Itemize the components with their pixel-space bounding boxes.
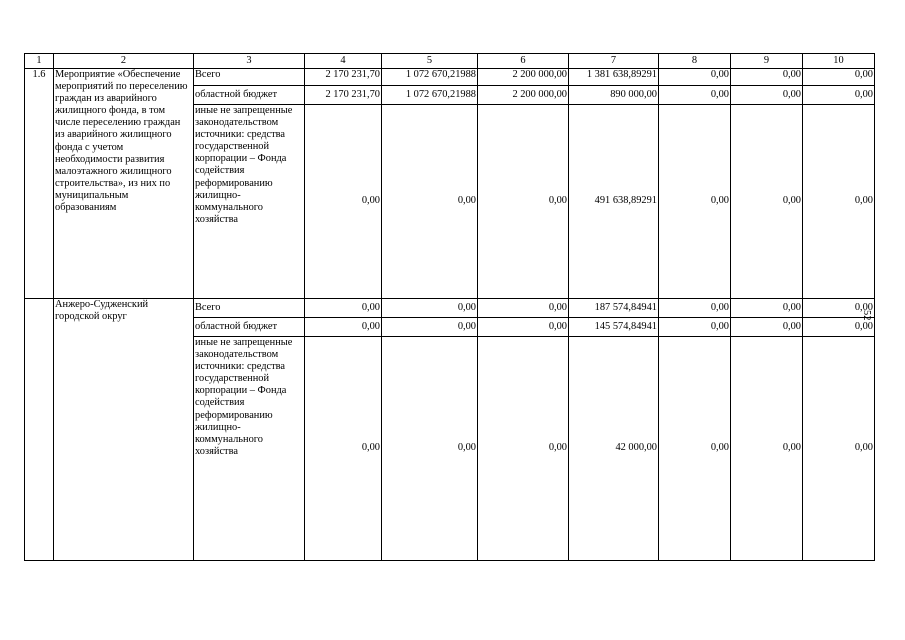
value-cell: 0,00: [731, 105, 803, 299]
value-cell: 0,00: [478, 337, 569, 561]
value-cell: 0,00: [382, 105, 478, 299]
value-cell: 0,00: [731, 86, 803, 105]
value-cell: 0,00: [305, 299, 382, 318]
header-row: [25, 54, 875, 69]
funding-source: иные не запрещенные законодательством источники: средства государственной корпорации – Фонда содействия реформированию жилищно-коммунального хозяйства: [194, 337, 305, 561]
header-cell: 5: [382, 54, 478, 69]
value-cell: 0,00: [382, 318, 478, 337]
value-cell: 42 000,00: [569, 337, 659, 561]
value-cell: 0,00: [659, 86, 731, 105]
value-cell: 0,00: [305, 105, 382, 299]
header-cell: 4: [305, 54, 382, 69]
value-cell: 145 574,84941: [569, 318, 659, 337]
item-number: [25, 299, 54, 561]
value-cell: 1 072 670,21988: [382, 69, 478, 86]
value-cell: 0,00: [731, 337, 803, 561]
header-cell: 6: [478, 54, 569, 69]
value-cell: 187 574,84941: [569, 299, 659, 318]
value-cell: 0,00: [305, 337, 382, 561]
funding-source: областной бюджет: [194, 86, 305, 105]
value-cell: 2 200 000,00: [478, 86, 569, 105]
value-cell: 0,00: [731, 69, 803, 86]
value-cell: 0,00: [478, 318, 569, 337]
funding-source: Всего: [194, 69, 305, 86]
item-name: Мероприятие «Обеспечение мероприятий по переселению граждан из аварийного жилищного фонда, в том числе переселению граждан из аварийного жилищного фонда с учетом необходимости развития малоэтажного жилищного строительства», из них по муниципальным образованиям: [54, 69, 194, 299]
value-cell: 0,00: [803, 69, 875, 86]
item-number: 1.6: [25, 69, 54, 299]
header-cell: 1: [25, 54, 54, 69]
header-cell: 3: [194, 54, 305, 69]
funding-source: иные не запрещенные законодательством источники: средства государственной корпорации – Фонда содействия реформированию жилищно-коммунального хозяйства: [194, 105, 305, 299]
value-cell: 0,00: [659, 337, 731, 561]
value-cell: 0,00: [659, 318, 731, 337]
value-cell: 0,00: [803, 299, 875, 318]
value-cell: 0,00: [478, 105, 569, 299]
value-cell: 0,00: [659, 299, 731, 318]
value-cell: 0,00: [382, 337, 478, 561]
funding-source: областной бюджет: [194, 318, 305, 337]
value-cell: 0,00: [659, 69, 731, 86]
table-row: [25, 69, 875, 86]
value-cell: 1 072 670,21988: [382, 86, 478, 105]
value-cell: 0,00: [382, 299, 478, 318]
table-row: [25, 299, 875, 318]
value-cell: 0,00: [659, 105, 731, 299]
header-cell: 10: [803, 54, 875, 69]
value-cell: 0,00: [731, 318, 803, 337]
funding-source: Всего: [194, 299, 305, 318]
value-cell: 0,00: [731, 299, 803, 318]
value-cell: 2 200 000,00: [478, 69, 569, 86]
header-cell: 2: [54, 54, 194, 69]
header-cell: 7: [569, 54, 659, 69]
value-cell: 2 170 231,70: [305, 69, 382, 86]
value-cell: 0,00: [305, 318, 382, 337]
value-cell: 1 381 638,89291: [569, 69, 659, 86]
value-cell: 0,00: [803, 318, 875, 337]
value-cell: 0,00: [803, 105, 875, 299]
value-cell: 890 000,00: [569, 86, 659, 105]
budget-table: [24, 53, 875, 561]
item-name: Анжеро-Судженский городской округ: [54, 299, 194, 561]
value-cell: 0,00: [478, 299, 569, 318]
page-number: 52: [861, 310, 872, 321]
header-cell: 9: [731, 54, 803, 69]
value-cell: 0,00: [803, 337, 875, 561]
value-cell: 491 638,89291: [569, 105, 659, 299]
value-cell: 2 170 231,70: [305, 86, 382, 105]
header-cell: 8: [659, 54, 731, 69]
value-cell: 0,00: [803, 86, 875, 105]
